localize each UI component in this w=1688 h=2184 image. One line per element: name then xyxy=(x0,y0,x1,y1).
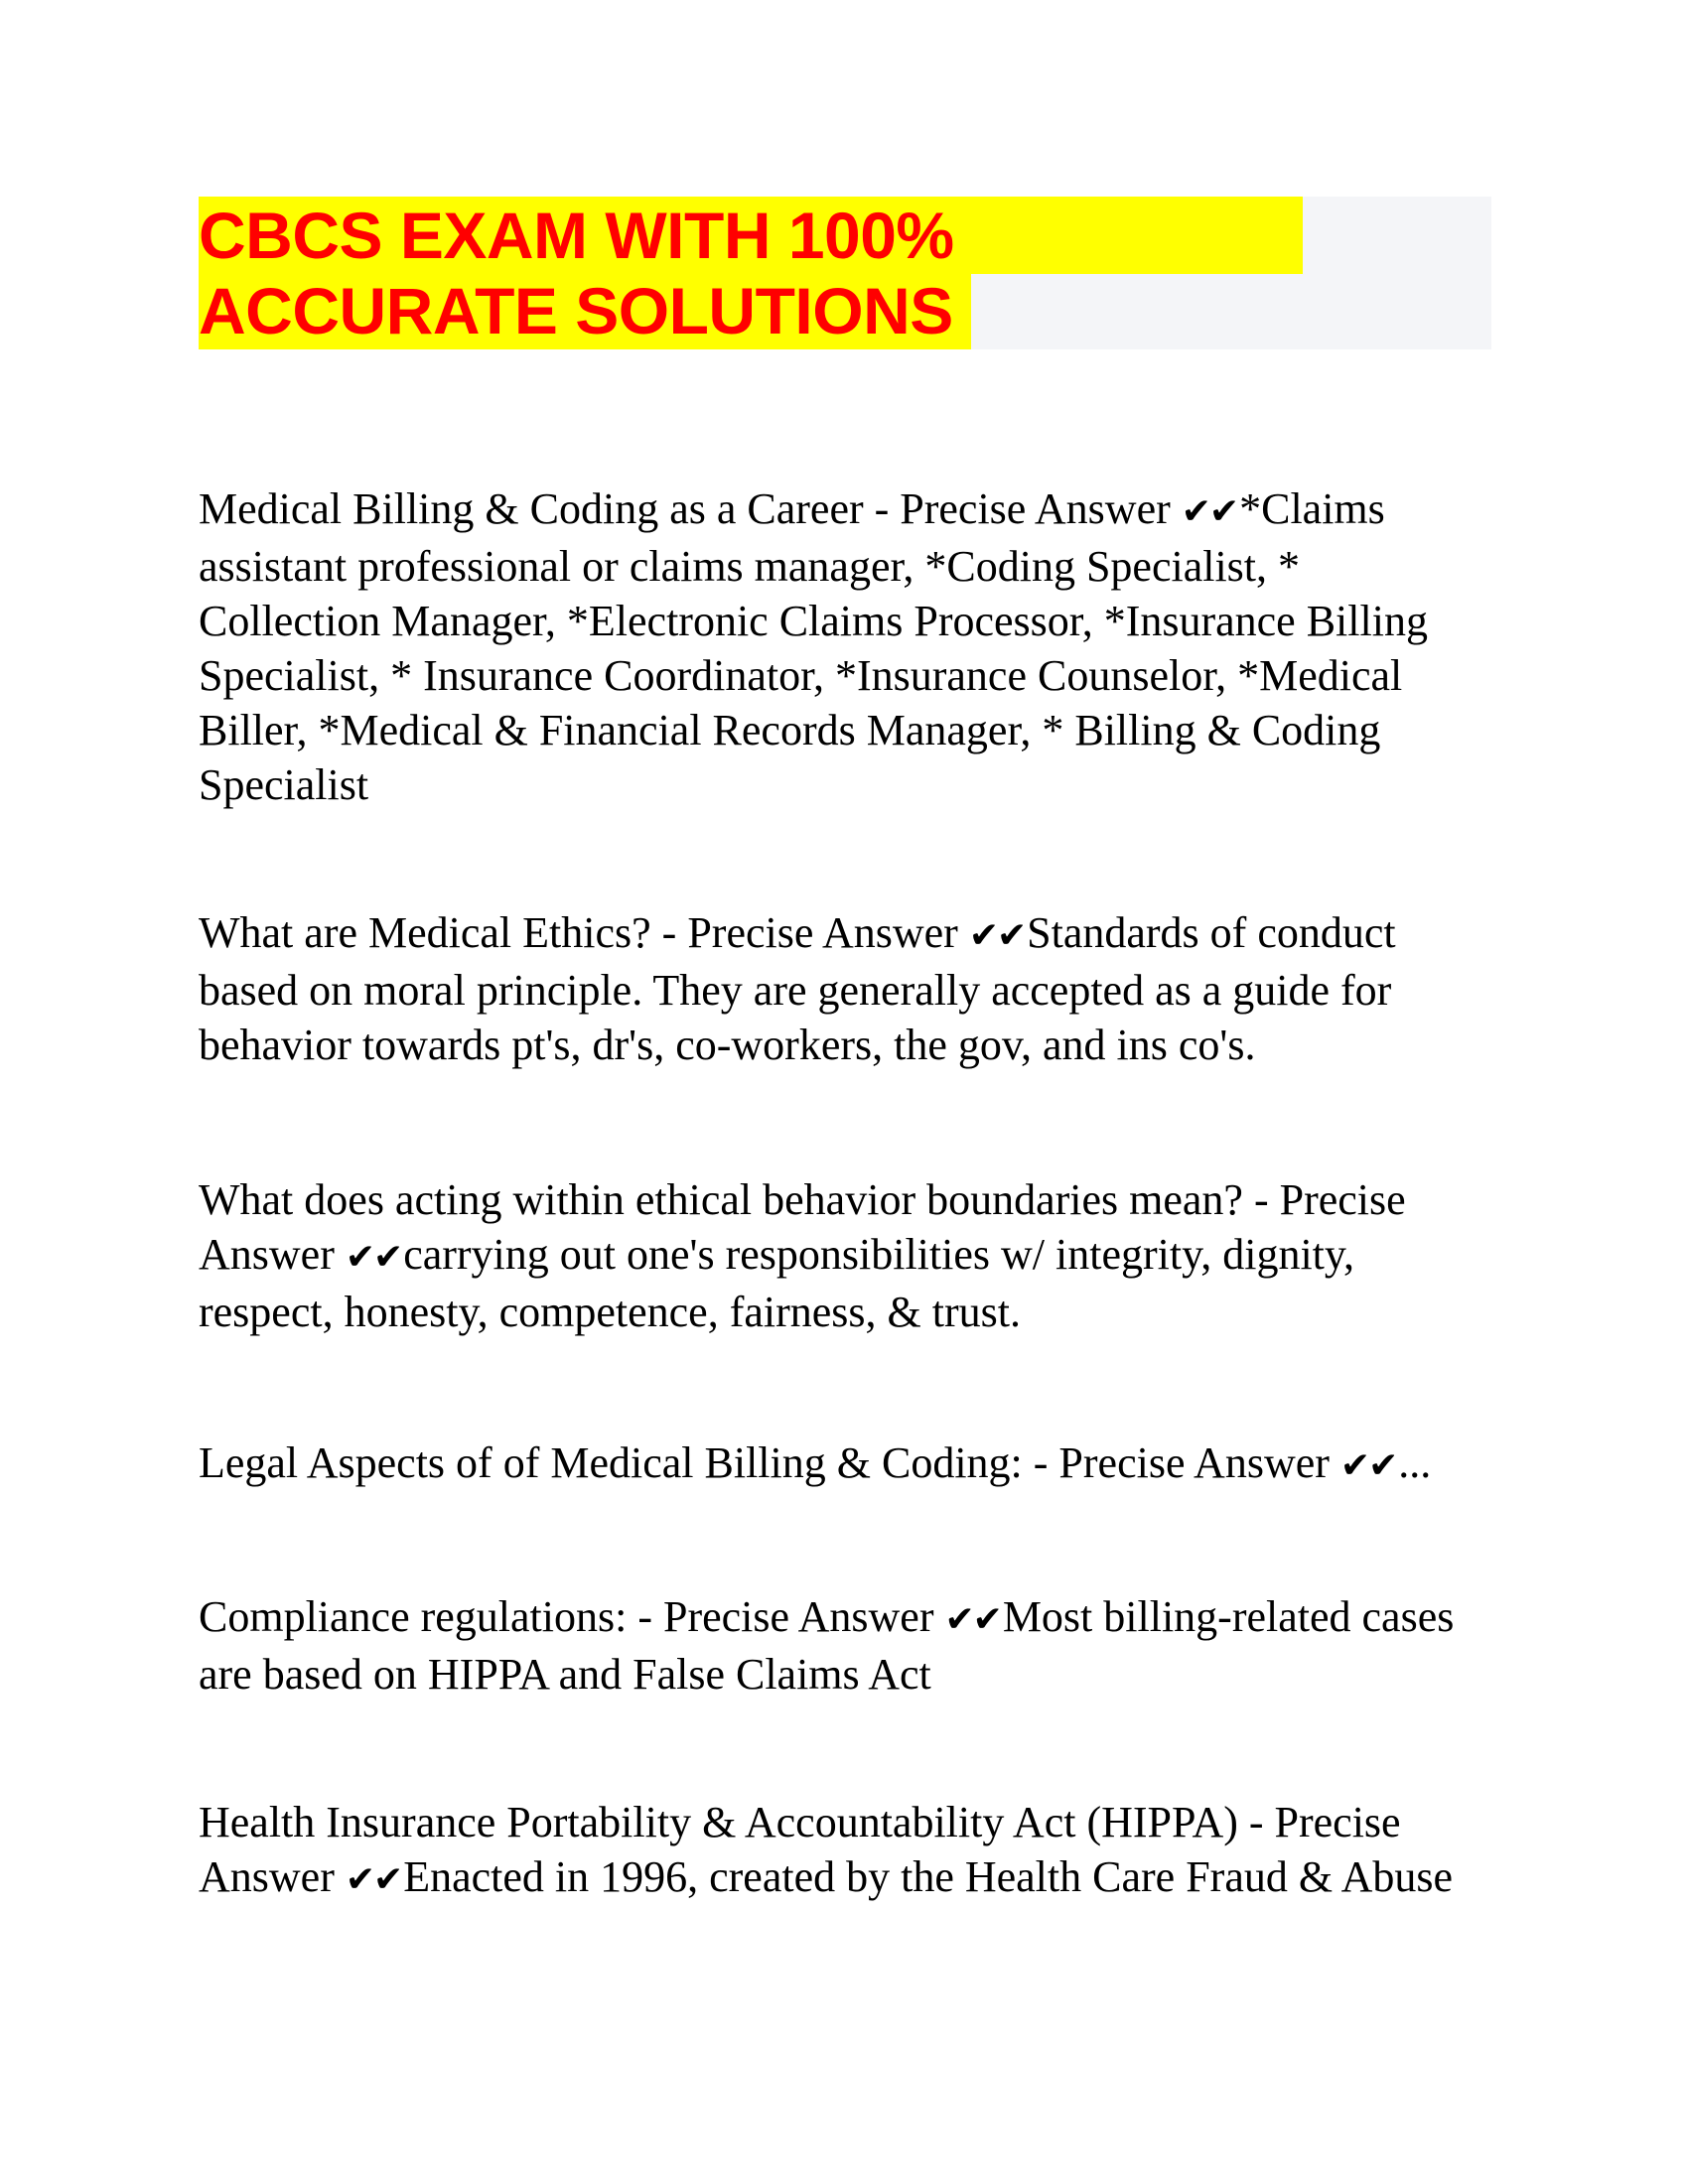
question-text: What does acting within ethical behavior boundaries mean? - Precise Answer xyxy=(199,1175,1406,1279)
answer-text: ... xyxy=(1398,1438,1432,1487)
answer-text: Enacted in 1996, created by the Health Care Fraud & Abuse xyxy=(403,1852,1454,1901)
checkmark-icon: ✔✔ xyxy=(944,1599,1001,1640)
checkmark-icon: ✔✔ xyxy=(968,915,1026,956)
answer-text: Most billing-related cases are based on HIPPA and False Claims Act xyxy=(199,1592,1455,1699)
answer-text: Standards of conduct based on moral principle. They are generally accepted as a guide for behavior towards pt's, dr's, co-workers, the gov, and ins co's. xyxy=(199,908,1396,1069)
checkmark-icon: ✔✔ xyxy=(345,1237,402,1278)
qa-entry xyxy=(199,1795,1489,1907)
qa-entry xyxy=(199,1435,1489,1493)
qa-entry xyxy=(199,481,1489,812)
title-line-1: CBCS EXAM WITH 100% xyxy=(199,197,1303,274)
question-text: Legal Aspects of of Medical Billing & Coding: - Precise Answer xyxy=(199,1438,1340,1487)
answer-text: *Claims assistant professional or claims manager, *Coding Specialist, * Collection Manager, *Electronic Claims Processor, *Insurance Billing Specialist, * Insurance Coordinator, *Insurance Counselor, *Medical Biller, *Medical & Financial Records Manager, * Billing & Coding Specialist xyxy=(199,484,1428,809)
question-text: Health Insurance Portability & Accountability Act (HIPPA) - Precise Answer xyxy=(199,1798,1401,1901)
answer-text: carrying out one's responsibilities w/ integrity, dignity, respect, honesty, competence, fairness, & trust. xyxy=(199,1230,1355,1336)
title-line-2: ACCURATE SOLUTIONS xyxy=(199,272,971,349)
question-text: What are Medical Ethics? - Precise Answer xyxy=(199,908,969,957)
checkmark-icon: ✔✔ xyxy=(345,1859,402,1900)
question-text: Compliance regulations: - Precise Answer xyxy=(199,1592,945,1641)
checkmark-icon: ✔✔ xyxy=(1181,491,1238,532)
document-title xyxy=(199,197,1491,349)
qa-entry xyxy=(199,1172,1489,1339)
qa-entry xyxy=(199,1589,1489,1702)
checkmark-icon: ✔✔ xyxy=(1339,1445,1397,1486)
question-text: Medical Billing & Coding as a Career - Precise Answer xyxy=(199,484,1182,533)
qa-entry xyxy=(199,905,1489,1072)
